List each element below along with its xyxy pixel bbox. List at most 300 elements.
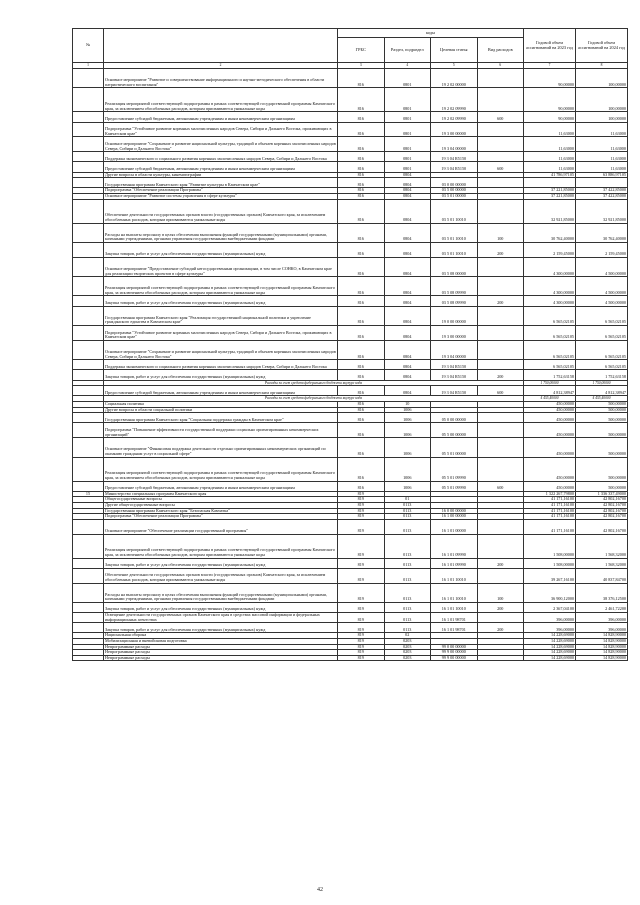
amount-2024: 396,00000 [576,623,628,633]
code-razdel: 0113 [384,613,431,623]
code-grbs: 816 [338,360,385,370]
code-vid [477,257,524,276]
code-celevaya: 19 3 00 00000 [431,326,478,341]
table-row [73,481,628,491]
row-number-cell [73,613,104,623]
amount-2024: 40 837,84700 [576,568,628,583]
table-row [73,242,628,257]
code-grbs: 816 [338,438,385,457]
amount-2023: 2 367,04100 [524,602,576,612]
code-celevaya: 03 5 08 09990 [431,277,478,296]
table-row [73,558,628,568]
amount-2023: 4 455,40000 [524,396,576,402]
code-razdel: 1006 [384,438,431,457]
code-grbs: 819 [338,655,385,661]
code-razdel: 1006 [384,457,431,481]
table-row [73,623,628,633]
code-razdel: 01 [384,497,431,503]
amount-2023: 450,00000 [524,407,576,413]
code-celevaya: 19 3 04 R5150 [431,360,478,370]
row-name: Государственная программа Камчатского края "Развитие культуры в Камчатском крае" [104,178,338,188]
code-vid [477,306,524,325]
amount-2023: 4 300,00000 [524,296,576,306]
amount-2023: 1 508,00000 [524,534,576,558]
code-razdel: 0113 [384,502,431,508]
row-number-cell [73,583,104,602]
row-number-cell [73,277,104,296]
row-number-cell [73,88,104,112]
table-row [73,88,628,112]
amount-2024: 500,00000 [576,423,628,438]
row-name: Подпрограмма "Повышение эффективности государственной поддержки социально ориентированных некоммерческих организаций" [104,423,338,438]
header-celevaya: Целевая статья [431,38,478,63]
amount-2024: 100,00000 [576,112,628,122]
code-grbs: 819 [338,534,385,558]
code-celevaya: 03 0 00 00000 [431,178,478,188]
row-name: Другие общегосударственные вопросы [104,502,338,508]
row-number-cell [73,122,104,137]
amount-2024: 14 828,90000 [576,633,628,639]
row-number-cell [73,326,104,341]
row-number-cell [73,162,104,172]
code-razdel: 0804 [384,188,431,194]
code-grbs: 816 [338,137,385,152]
amount-2023: 396,00000 [524,613,576,623]
amount-2023: 41 171,16100 [524,519,576,534]
amount-2024: 42 802,16700 [576,508,628,514]
amount-2023: 14 228,69000 [524,633,576,639]
row-name: Непрограммные расходы [104,644,338,650]
amount-2024: 42 802,16700 [576,514,628,520]
code-razdel: 1006 [384,423,431,438]
row-name: Закупка товаров, работ и услуг для обеспечения государственных (муниципальных) нужд [104,242,338,257]
header-grbs: ГРБС [338,38,385,63]
code-celevaya: 03 5 01 10010 [431,223,478,242]
header-number: № [73,29,104,63]
header-sum-2023: Годовой объем ассигнований на 2023 год [524,29,576,63]
page-number: 42 [317,887,323,893]
code-celevaya: 16 1 01 98701 [431,623,478,633]
row-name: Реализация мероприятий соответствующей подпрограммы в рамках соответствующей государственной программы Камчатского края, за исключением обособленных расходов, которым присваиваются уникальные коды [104,277,338,296]
amount-2024: 30 762,40000 [576,223,628,242]
code-grbs: 816 [338,88,385,112]
amount-2024: 4 500,00000 [576,277,628,296]
table-row [73,257,628,276]
table-row [73,423,628,438]
code-grbs: 816 [338,178,385,188]
amount-2024: 11,63000 [576,137,628,152]
table-row [73,122,628,137]
amount-2024: 2 461,72200 [576,602,628,612]
row-name: Реализация мероприятий соответствующей подпрограммы в рамках соответствующей государственной программы Камчатского края, за исключением обособленных расходов, которым присваиваются уникальные коды [104,88,338,112]
amount-2023: 41 171,16100 [524,497,576,503]
header-row-codes [73,29,628,38]
code-grbs: 819 [338,583,385,602]
table-row [73,69,628,88]
code-razdel: 1006 [384,481,431,491]
amount-2024: 500,00000 [576,438,628,457]
code-vid [477,137,524,152]
code-vid: 200 [477,623,524,633]
code-grbs: 816 [338,199,385,223]
table-row [73,583,628,602]
row-number-cell [73,257,104,276]
row-number-cell [73,69,104,88]
code-razdel: 0203 [384,650,431,656]
row-name: Расходы на выплаты персоналу в целях обеспечения выполнения функций государственными (муниципальными) органами, казенными учреждениями, органами управления государственными внебюджетными фондами [104,223,338,242]
code-vid [477,534,524,558]
code-celevaya: 16 1 01 10010 [431,583,478,602]
code-grbs: 816 [338,122,385,137]
amount-2024: 42 802,16700 [576,497,628,503]
amount-2024: 37 422,85000 [576,193,628,199]
code-vid [477,413,524,423]
code-vid [477,69,524,88]
table-row [73,112,628,122]
row-name: Основное мероприятие "Обеспечение реализации государственной программы" [104,519,338,534]
row-name: Реализация мероприятий соответствующей подпрограммы в рамках соответствующей государственной программы Камчатского края, за исключением обособленных расходов, которым присваиваются уникальные коды [104,457,338,481]
amount-2023: 36 900,12000 [524,583,576,602]
amount-2024: 14 828,90000 [576,655,628,661]
amount-2024: 38 376,12500 [576,583,628,602]
row-name: Другие вопросы в области культуры, кинематографии [104,172,338,178]
amount-2023: 14 228,69000 [524,650,576,656]
row-number-cell [73,242,104,257]
row-number-cell [73,423,104,438]
row-number-cell [73,306,104,325]
code-grbs: 819 [338,502,385,508]
amount-2024: 42 802,16700 [576,519,628,534]
code-vid [477,326,524,341]
amount-2023: 1 752,63158 [524,370,576,380]
code-grbs: 819 [338,508,385,514]
amount-2024: 14 828,90000 [576,639,628,645]
row-name: Предоставление субсидий бюджетным, автономным учреждениям и иным некоммерческим организациям [104,481,338,491]
code-celevaya: 05 5 01 09990 [431,457,478,481]
code-razdel: 0804 [384,242,431,257]
amount-2024: 500,00000 [576,457,628,481]
row-name: Подпрограмма "Устойчивое развитие коренных малочисленных народов Севера, Сибири и Дальнего Востока, проживающих в Камчатском крае" [104,122,338,137]
table-row [73,655,628,661]
row-number-cell [73,481,104,491]
code-razdel: 0203 [384,639,431,645]
row-number-cell [73,223,104,242]
row-number-cell: 15 [73,491,104,497]
header-razdel: Раздел, подраздел [384,38,431,63]
row-name: Предоставление субсидий бюджетным, автономным учреждениям и иным некоммерческим организациям [104,386,338,396]
amount-2023: 450,00000 [524,423,576,438]
code-vid [477,519,524,534]
code-celevaya: 19 2 02 09990 [431,88,478,112]
code-vid: 200 [477,558,524,568]
table-row [73,223,628,242]
code-razdel: 0804 [384,306,431,325]
code-celevaya: 16 1 01 10010 [431,602,478,612]
code-grbs: 816 [338,277,385,296]
code-celevaya: 19 3 04 R5150 [431,152,478,162]
row-name: Закупка товаров, работ и услуг для обеспечения государственных (муниципальных) нужд [104,558,338,568]
amount-2024: 11,63000 [576,162,628,172]
amount-2023: 6 565,02105 [524,306,576,325]
code-celevaya: 03 5 08 09990 [431,296,478,306]
code-grbs: 819 [338,514,385,520]
row-name: Расходы на выплаты персоналу в целях обеспечения выполнения функций государственными (муниципальными) органами, казенными учреждениями, органами управления государственными внебюджетными фондами [104,583,338,602]
amount-2024: 100,00000 [576,69,628,88]
header-name [104,29,338,63]
amount-2024: 500,00000 [576,481,628,491]
code-grbs: 819 [338,568,385,583]
code-vid: 100 [477,223,524,242]
amount-2023: 41 171,16100 [524,508,576,514]
code-vid [477,122,524,137]
code-grbs: 819 [338,491,385,497]
table-row [73,519,628,534]
amount-2023: 41 786,97105 [524,172,576,178]
amount-2023: 90,00000 [524,88,576,112]
row-name: Предоставление субсидий бюджетным, автономным учреждениям и иным некоммерческим организациям [104,162,338,172]
code-razdel: 1006 [384,407,431,413]
amount-2023 [524,178,576,188]
row-number-cell [73,558,104,568]
row-number-cell [73,112,104,122]
amount-2024: 6 565,02105 [576,340,628,359]
amount-2023: 11,63000 [524,162,576,172]
code-grbs: 819 [338,633,385,639]
code-vid [477,199,524,223]
table-row [73,296,628,306]
amount-2024: 500,00000 [576,407,628,413]
amount-2023: 41 171,16100 [524,502,576,508]
code-grbs: 816 [338,188,385,194]
amount-2023: 41 171,16100 [524,514,576,520]
row-name: Непрограммные расходы [104,655,338,661]
code-razdel: 0804 [384,386,431,396]
code-razdel: 0804 [384,326,431,341]
code-celevaya: 03 5 01 10010 [431,242,478,257]
table-row [73,613,628,623]
code-grbs: 819 [338,644,385,650]
amount-2024: 1 752,63158 [576,370,628,380]
code-celevaya: 99 9 00 00000 [431,655,478,661]
code-razdel: 0804 [384,178,431,188]
code-celevaya: 03 5 08 00000 [431,257,478,276]
row-number-cell [73,360,104,370]
code-razdel: 0804 [384,277,431,296]
code-grbs: 816 [338,340,385,359]
row-name: Обеспечение деятельности государственных органов власти (государственных органов) Камчатского края, за исключением обособленных расходов, которым присваиваются уникальные коды [104,568,338,583]
code-razdel: 0801 [384,122,431,137]
code-razdel: 0804 [384,223,431,242]
row-name: Национальная оборона [104,633,338,639]
code-celevaya: 05 5 00 00000 [431,423,478,438]
row-name: Другие вопросы в области социальной политики [104,407,338,413]
code-grbs: 819 [338,623,385,633]
row-name: Основное мероприятие "Финансовая поддержка деятельности отдельно ориентированных некоммерческих организаций по оказанию гражданам услуг в социальной сфере" [104,438,338,457]
code-grbs: 816 [338,326,385,341]
code-vid [477,178,524,188]
code-vid [477,277,524,296]
code-grbs: 816 [338,223,385,242]
code-razdel: 0804 [384,296,431,306]
amount-2023: 37 221,85000 [524,188,576,194]
row-number-cell [73,370,104,380]
amount-2024: 14 828,90000 [576,650,628,656]
row-number-cell [73,623,104,633]
amount-2023: 4 300,00000 [524,277,576,296]
row-name: Государственная программа Камчатского края "Безопасная Камчатка" [104,508,338,514]
amount-2024: 396,00000 [576,613,628,623]
code-razdel: 0203 [384,655,431,661]
code-celevaya: 19 3 04 00000 [431,340,478,359]
table-row [73,277,628,296]
table-row [73,152,628,162]
code-grbs: 816 [338,423,385,438]
code-grbs: 819 [338,519,385,534]
row-number-cell [73,152,104,162]
amount-2024: 63 886,97105 [576,172,628,178]
code-celevaya: 19 3 04 00000 [431,137,478,152]
table-row [73,326,628,341]
note-text: Расходы за счет средств федерального бюджета вкупуре кода [104,380,524,386]
table-row [73,386,628,396]
amount-2024: 1 750,00000 [576,380,628,386]
amount-2023: 4 812,38947 [524,386,576,396]
row-name: Министерство специальных программ Камчатского края [104,491,338,497]
amount-2023: 14 228,69000 [524,655,576,661]
code-razdel: 0113 [384,508,431,514]
amount-2024: 6 565,02105 [576,306,628,325]
code-vid: 200 [477,370,524,380]
amount-2024: 11,63000 [576,152,628,162]
code-vid [477,360,524,370]
row-number-cell [73,137,104,152]
table-row [73,340,628,359]
amount-2023: 450,00000 [524,402,576,408]
row-number-cell [73,457,104,481]
table-row [73,457,628,481]
amount-2023: 11,63000 [524,152,576,162]
code-razdel: 1006 [384,413,431,423]
note-text: Расходы за счет средств федерального бюджета вкупуре кода [104,396,524,402]
row-name: Освещение деятельности государственных органов Камчатского края в средствах массовой информации и федеральных информационных агентствах [104,613,338,623]
amount-2024: 1 568,32000 [576,558,628,568]
amount-2023: 396,00000 [524,623,576,633]
code-vid [477,655,524,661]
code-celevaya: 16 1 01 09990 [431,558,478,568]
table-row [73,178,628,188]
code-vid: 100 [477,583,524,602]
amount-2024: 1 568,32000 [576,534,628,558]
code-grbs: 816 [338,370,385,380]
row-name: Основное мероприятие "Предоставление субсидий негосударственным организациям, в том числе СОНКО, в Камчатском крае для реализации творческих проектов в сфере культуры" [104,257,338,276]
column-number: 2 [104,63,338,69]
row-number-cell [73,296,104,306]
code-grbs: 816 [338,481,385,491]
code-celevaya: 19 3 04 R5150 [431,386,478,396]
amount-2023: 6 565,02105 [524,326,576,341]
amount-2023: 37 221,85000 [524,193,576,199]
table-row [73,306,628,325]
amount-2023: 1 322 267,79800 [524,491,576,497]
amount-2023: 30 762,40000 [524,223,576,242]
code-razdel: 0801 [384,152,431,162]
amount-2024 [576,178,628,188]
amount-2024: 11,63000 [576,122,628,137]
column-number: 7 [524,63,576,69]
code-razdel: 0113 [384,583,431,602]
table-row [73,413,628,423]
row-name: Закупка товаров, работ и услуг для обеспечения государственных (муниципальных) нужд [104,296,338,306]
code-grbs: 816 [338,69,385,88]
code-razdel: 0804 [384,360,431,370]
code-grbs: 819 [338,558,385,568]
amount-2023: 450,00000 [524,438,576,457]
row-number-cell [73,519,104,534]
code-razdel: 10 [384,402,431,408]
table-row [73,602,628,612]
code-razdel: 0113 [384,534,431,558]
budget-table [72,28,628,661]
code-grbs: 819 [338,613,385,623]
amount-2023: 450,00000 [524,481,576,491]
code-celevaya: 16 1 01 00000 [431,519,478,534]
code-vid [477,152,524,162]
amount-2023: 32 921,85000 [524,199,576,223]
amount-2024: 1 336 337,49000 [576,491,628,497]
code-grbs: 816 [338,193,385,199]
table-row [73,360,628,370]
column-number: 6 [477,63,524,69]
code-razdel: 0113 [384,514,431,520]
amount-2024: 500,00000 [576,402,628,408]
code-celevaya: 05 5 01 09990 [431,481,478,491]
row-name: Обеспечение деятельности государственных органов власти (государственных органов) Камчатского края, за исключением обособленных расходов, которым присваиваются уникальные коды [104,199,338,223]
row-name: Подпрограмма "Обеспечение реализации Программы" [104,514,338,520]
code-grbs: 819 [338,650,385,656]
code-celevaya: 99 0 00 00000 [431,644,478,650]
code-celevaya: 19 2 02 09990 [431,112,478,122]
column-number: 8 [576,63,628,69]
code-grbs: 816 [338,172,385,178]
row-number-cell [73,438,104,457]
row-name: Поддержка экономического и социального развития коренных малочисленных народов Севера, Сибири и Дальнего Востока [104,152,338,162]
row-name: Государственная программа Камчатского края "Социальная поддержка граждан в Камчатском крае" [104,413,338,423]
column-number: 4 [384,63,431,69]
code-razdel: 0203 [384,644,431,650]
header-sum-2024: Годовой объем ассигнований на 2024 год [576,29,628,63]
code-razdel: 0801 [384,69,431,88]
row-name: Мобилизационная и вневойсковая подготовка [104,639,338,645]
amount-2024: 6 565,02105 [576,326,628,341]
amount-2024: 14 828,90000 [576,644,628,650]
code-grbs: 816 [338,152,385,162]
row-name: Подпрограмма "Устойчивое развитие коренных малочисленных народов Севера, Сибири и Дальнего Востока, проживающих в Камчатском крае" [104,326,338,341]
code-celevaya: 16 1 01 98701 [431,613,478,623]
amount-2023: 11,63000 [524,122,576,137]
code-grbs: 816 [338,306,385,325]
amount-2023: 90,00000 [524,69,576,88]
table-row [73,162,628,172]
header-codes: коды [338,29,524,38]
code-razdel: 0801 [384,137,431,152]
code-grbs: 819 [338,602,385,612]
amount-2023: 39 267,16100 [524,568,576,583]
amount-2024: 6 565,02105 [576,360,628,370]
code-vid: 200 [477,242,524,257]
amount-2024: 4 500,00000 [576,257,628,276]
row-number-cell [73,655,104,661]
code-grbs: 816 [338,257,385,276]
